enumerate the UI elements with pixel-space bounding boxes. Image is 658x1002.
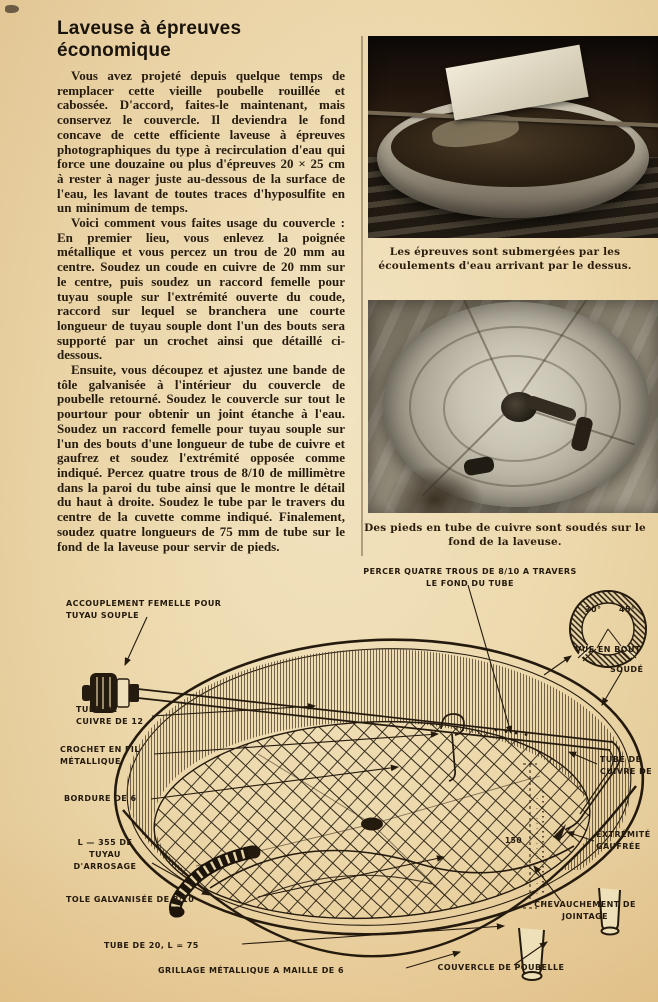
label-tuyau-arrosage: L — 355 DE TUYAU D'ARROSAGE xyxy=(73,838,137,871)
article-paragraph: Vous avez projeté depuis quelque temps de remplacer cette vieille poubelle rouillée et cabossée. D'accord, faites-le maintenant, mais conservez le couvercle. Il deviendra le fond concave de cette efficiente laveuse à épreuves photographiques du type à recirculation d'eau qui force une douzaine ou plus d'épreuves 20 × 25 cm à rester à nager juste au-dessous de la surface de l'eau, les lavant de toutes traces d'hyposulfite en un minimum de temps. xyxy=(57,68,345,216)
diagram-line-art xyxy=(0,558,658,1002)
technical-diagram xyxy=(0,558,658,1002)
label-vue-en-bout: VUE EN BOUT xyxy=(575,645,641,654)
article-paragraph: Ensuite, vous découpez et ajustez une bande de tôle galvanisée à l'intérieur du couvercle de poubelle retourné. Soudez le couvercle sur tout le pourtour pour obtenir un joint étanche à l'eau. Soudez un raccord femelle pour tuyau souple sur l'un des bouts d'une longueur de tube de cuivre et gaufrez et soudez l'extrémité opposée comme indiqué. Percez quatre trous de 8/10 de millimètre dans la paroi du tube ainsi que le montre le détail du haut à droite. Soudez le tube par le travers du centre de la cuvette comme indiqué. Finalement, soudez quatre longueurs de 75 mm de tube sur le fond de la laveuse pour servir de pieds. xyxy=(57,362,345,554)
photo-washer-bottom xyxy=(368,300,658,513)
scan-corner-mark xyxy=(5,5,19,13)
photo-caption: Les épreuves sont submergées par les écoulements d'eau arrivant par le dessus. xyxy=(378,246,632,272)
article-paragraph: Voici comment vous faites usage du couvercle : En premier lieu, vous enlevez la poignée métallique et vous percez un trou de 20 mm au centre. Soudez un coude en cuivre de 20 mm sur le centre, puis soudez un raccord femelle pour tuyau souple sur l'extrémité ouverte du coude, raccord sur lequel se branchera une courte longueur de tuyau souple dont l'un des bouts sera supporté par un crochet ainsi que détaillé ci-dessous. xyxy=(57,215,345,363)
label-tole-galvanisee: TOLE GALVANISÉE DE 8/10 xyxy=(66,895,195,904)
label-extremite-gaufree: EXTRÉMITÉ GAUFRÉE xyxy=(596,830,651,851)
label-soude: SOUDÉ xyxy=(610,665,644,674)
label-chevauchement: CHEVAUCHEMENT DE JOINTAGE xyxy=(534,900,636,921)
label-angle-45: 45° xyxy=(619,605,636,614)
column-rule xyxy=(361,36,363,556)
label-tube-cuivre-droit: TUBE DE CUIVRE DE xyxy=(600,755,653,776)
article xyxy=(57,18,345,554)
label-percer-trous: PERCER QUATRE TROUS DE 8/10 A TRAVERS LE FOND DU TUBE xyxy=(363,567,577,588)
label-tube-cuivre-12: TUBE DE CUIVRE DE 12 xyxy=(76,705,144,726)
label-tube-20: TUBE DE 20, L = 75 xyxy=(104,941,199,950)
photo-caption: Des pieds en tube de cuivre sont soudés sur le fond de la laveuse. xyxy=(364,522,646,548)
label-grillage: GRILLAGE MÉTALLIQUE A MAILLE DE 6 xyxy=(158,966,344,975)
label-couvercle-poubelle: COUVERCLE DE POUBELLE xyxy=(437,963,565,972)
photo-hand-shadow xyxy=(385,466,484,513)
label-angle-30: 30° xyxy=(585,605,602,614)
label-bordure: BORDURE DE 6 xyxy=(64,794,137,803)
label-crochet-fil: CROCHET EN FIL MÉTALLIQUE xyxy=(60,745,140,766)
page-title: Laveuse à épreuves économique xyxy=(57,18,242,61)
label-dimension-150: 150 xyxy=(505,836,523,845)
label-accouplement-femelle: ACCOUPLEMENT FEMELLE POUR TUYAU SOUPLE xyxy=(66,599,222,620)
photo-washing-tub xyxy=(368,36,658,238)
